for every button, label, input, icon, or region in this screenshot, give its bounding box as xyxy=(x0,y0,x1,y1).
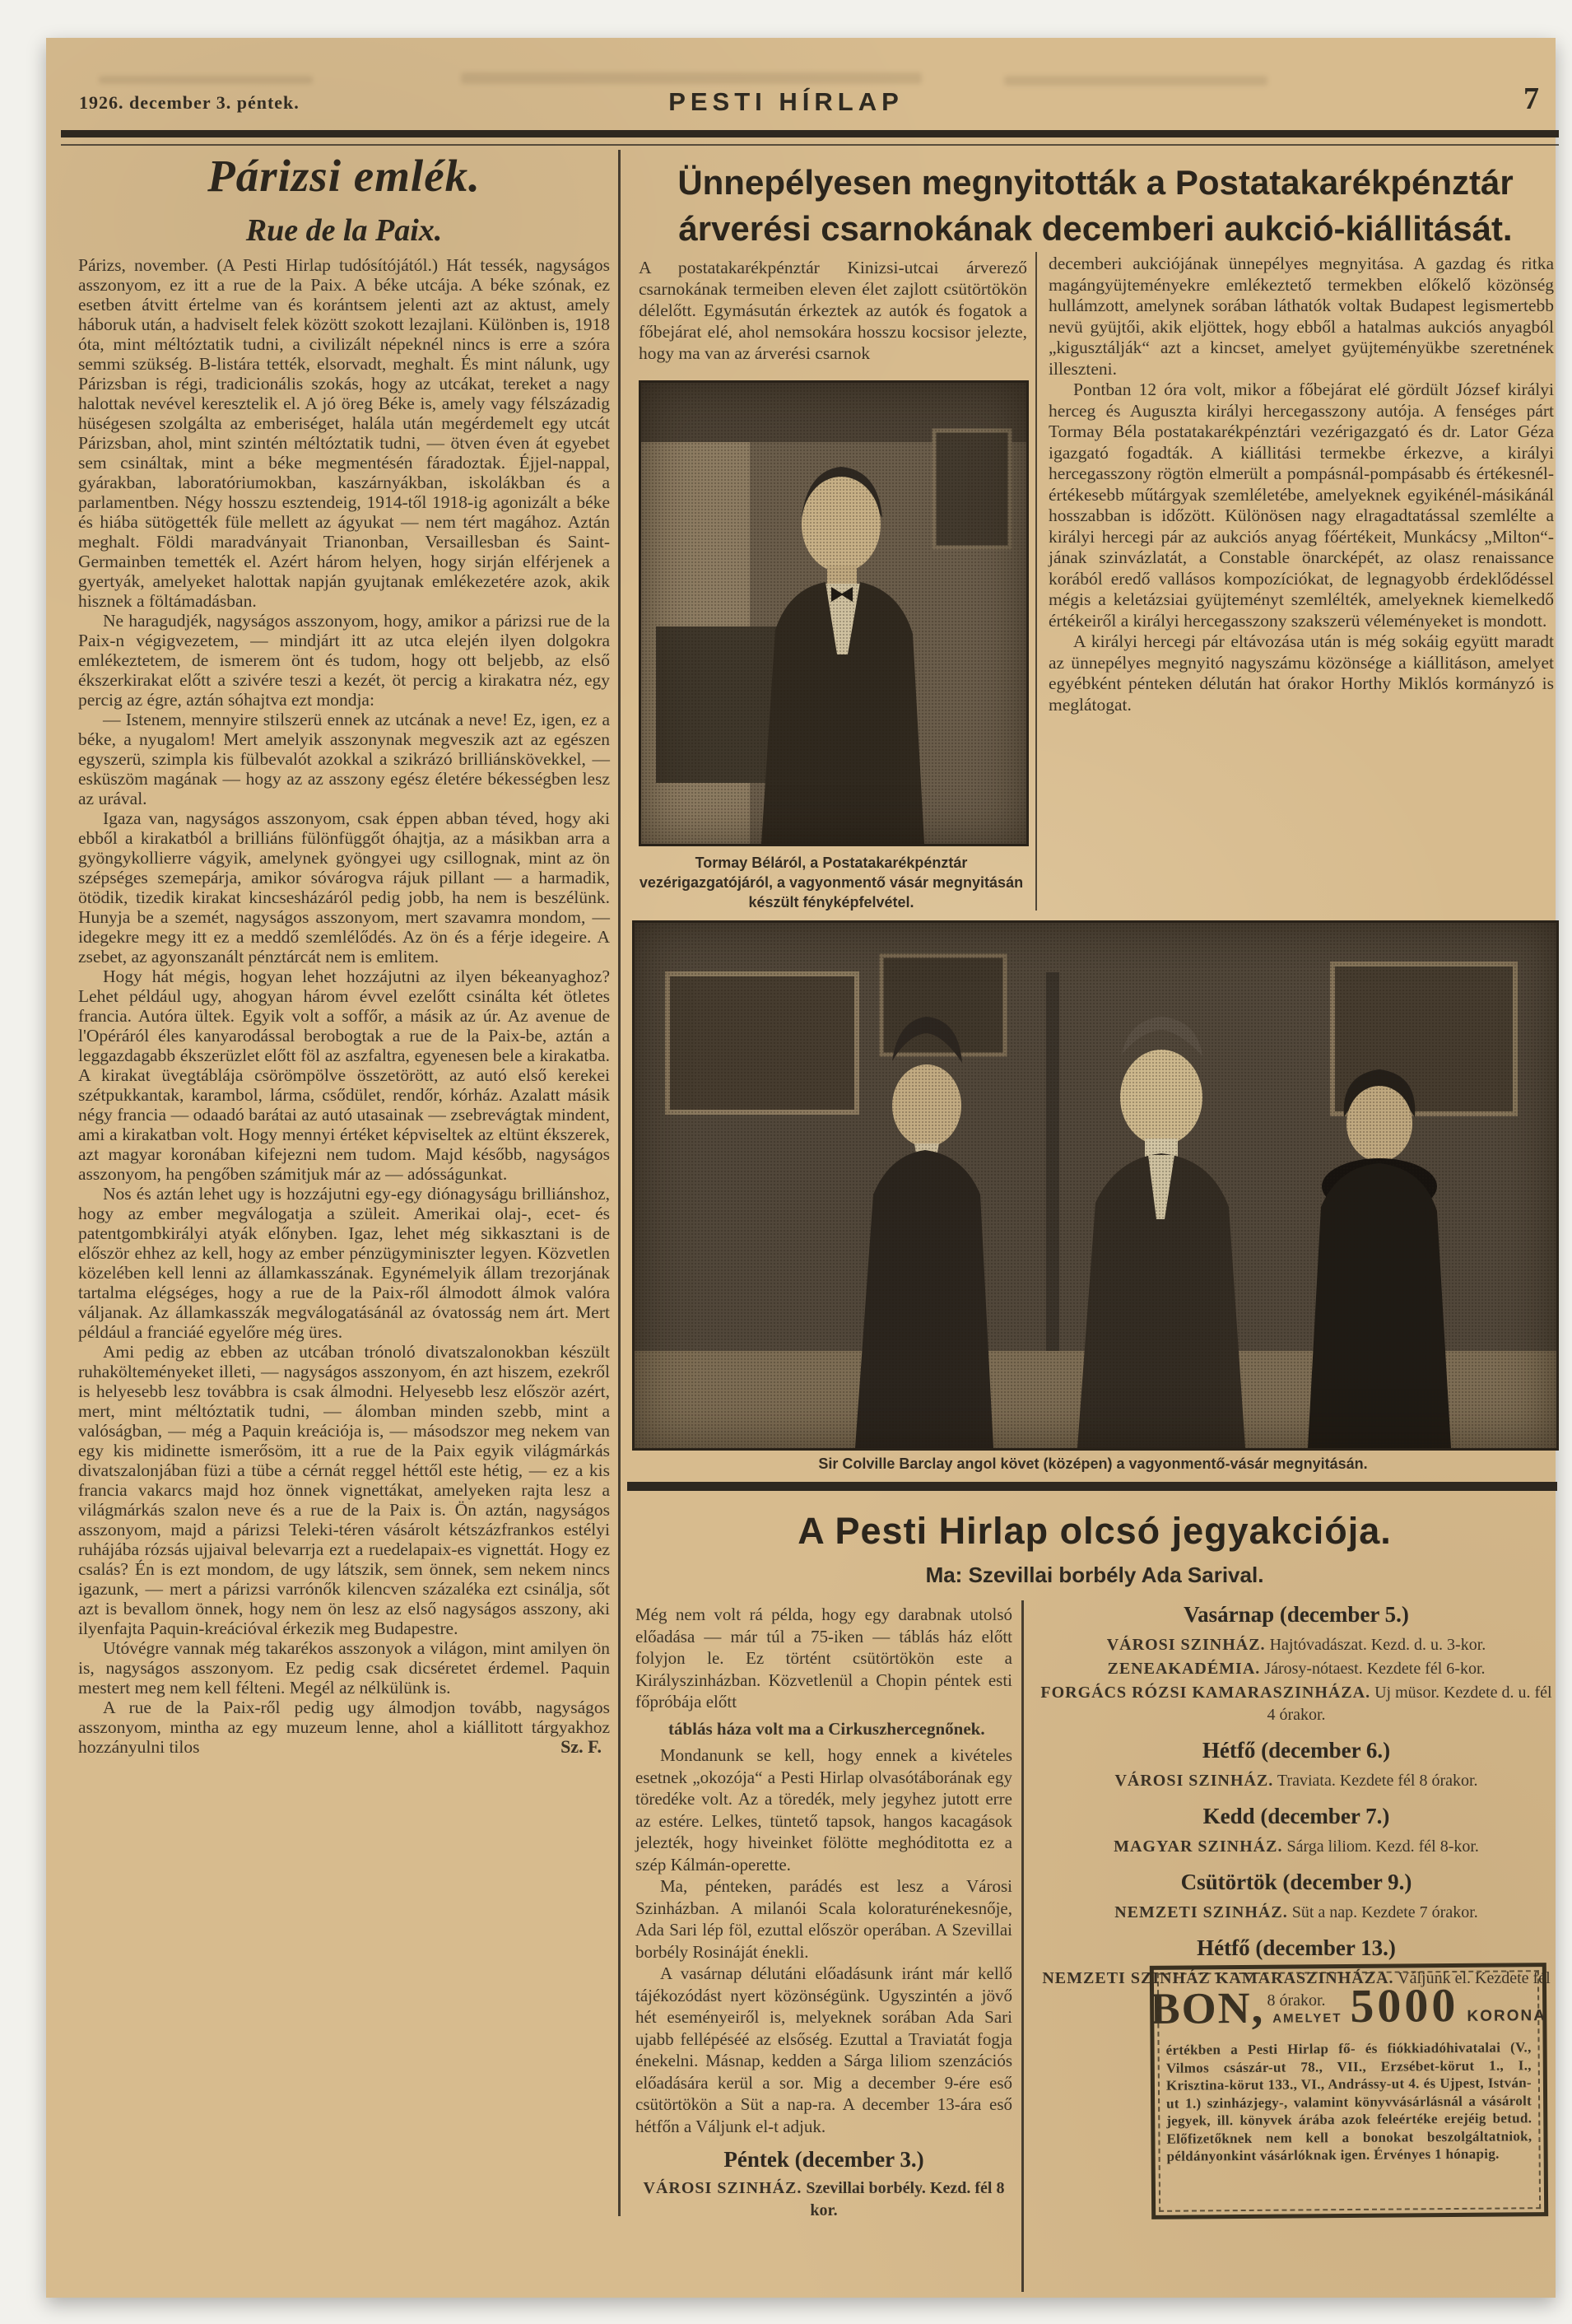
auction-col1: A postatakarékpénztár Kinizsi-utcai árverező csarnokának termeiben eleven élet zajlott csütörtökön délelőtt. Egymásután érkeztek az autók és fogatok a főbejárat elé, ahol nemsokára hosszu kocsisor jelezte, hogy ma van az árverési csarnok xyxy=(639,258,1027,363)
performance-info: Járosy-nótaest. Kezdete fél 6-kor. xyxy=(1264,1660,1486,1678)
promo-subhead: Ma: Szevillai borbély Ada Sarival. xyxy=(925,1563,1264,1587)
author-signature: Sz. F. xyxy=(560,1736,602,1757)
schedule-day xyxy=(1039,1602,1554,1726)
schedule-entry xyxy=(1039,1634,1554,1656)
bon-currency: KORONA xyxy=(1467,2007,1547,2025)
venue-name: ZENEAKADÉMIA. xyxy=(1107,1660,1261,1678)
venue-name: MAGYAR SZINHÁZ. xyxy=(1114,1837,1283,1856)
auction-headline: Ünnepélyesen megnyitották a Postatakarékpénztár árverési csarnokának decemberi aukció-kiállitását. xyxy=(677,163,1514,248)
schedule-day-header: Vasárnap (december 5.) xyxy=(1184,1602,1409,1627)
schedule-entry xyxy=(1039,1658,1554,1680)
bon-coupon-ad xyxy=(1150,1963,1551,2219)
performance-info: Uj müsor. Kezdete d. u. fél 4 órakor. xyxy=(1267,1684,1552,1724)
venue-name: NEMZETI SZINHÁZ. xyxy=(1114,1903,1288,1921)
article-paragraph: A királyi hercegi pár eltávozása után is még sokáig együtt maradt az ünnepélyes megnyitó nagyszámu közönsége a kiállitáson, amelyet egyébként pénteken délután hat órakor Horthy Miklós kormányzó is meglátogat. xyxy=(1049,631,1554,715)
article-paragraph: — Istenem, mennyire stilszerü ennek az utcának a neve! Ez, igen, ez a béke, a nyugalom! Mert amelyik asszonynak megveszik azt az egészen egyszerü, szimpla kis fülbevalót azokkal a szikrázó brilliánskövekkel, — esküszöm magának — hogy az az asszony egész életére békességben lesz az urával. xyxy=(78,710,610,808)
venue-name: VÁROSI SZINHÁZ. xyxy=(1106,1636,1266,1654)
photo-barclay-caption: Sir Colville Barclay angol követ (középen) a vagyonmentő-vásár megnyitásán. xyxy=(818,1455,1368,1472)
schedule-entry xyxy=(1039,1836,1554,1858)
column-divider-promo xyxy=(1021,1600,1024,2292)
schedule-entry xyxy=(1039,1902,1554,1924)
masthead-title: PESTI HÍRLAP xyxy=(668,87,904,116)
schedule-day-header: Csütörtök (december 9.) xyxy=(1180,1870,1412,1894)
schedule-day xyxy=(1039,1804,1554,1858)
print-bleed xyxy=(1004,76,1267,86)
article-paragraph: Nos és aztán lehet ugy is hozzájutni egy-egy diónagyságu brilliánshoz, hogy az ember megválogatja a szüleit. Amerikai olaj-, ecet- és patentgombkirályi atyák előnyben. Igaz, lehet még sikkasztani is de először ehhez az kell, hogy az ember pénzügyminiszter legyen. Közvetlen közelében kell lenni az államkasszának. Egynémelyik állam trezorjának tartalma elégséges, hogy a rue de la Paix-ről álmodott álmok valóra váljanak. Az államkasszák megválogatásánál az óvatosság nem árt. Mert például a franciáé egyelőre még üres. xyxy=(78,1184,610,1342)
article-paragraph: Utóvégre vannak még takarékos asszonyok a világon, mint amilyen ön is, nagyságos asszonyom. Ez pedig csak dicséretet érdemel. Paquin mestert meg nem kell félteni. Megél az nélkülünk is. xyxy=(78,1638,610,1698)
venue-name: VÁROSI SZINHÁZ. xyxy=(1114,1772,1274,1790)
article-paragraph: decemberi aukciójának ünnepélyes megnyitása. A gazdag és ritka magángyüjteményekre emlékeztető termekben előkelő közönség hullámzott, amelynek sorában láthatók voltak Budapest legismertebb nevü gyüjtői, akik eljöttek, hogy ebből a hatalmas aukciós anyagból „kigusztálják“ azt a kincset, amelyet gyüjteményükbe szeretnének illeszteni. xyxy=(1049,254,1554,379)
bon-amelyet-label: AMELYET xyxy=(1272,2011,1342,2026)
article-paragraph: Még nem volt rá példa, hogy egy darabnak utolsó előadása — már túl a 75-iken — táblás ház előtt folyjon le. Ez történt csütörtökön este a Királyszinházban. Közvetlenül a Chopin péntek esti főpróbája előtt xyxy=(635,1604,1012,1712)
print-bleed xyxy=(461,72,922,84)
bon-ad-body: értékben a Pesti Hirlap fő- és fiókkiadóhivatalai (V., Vilmos császár-ut 78., VII., Erzsébet-körut 1., I., Krisztina-körut 133., VI., Andrássy-ut 4. és Ujpest, István-ut 1.) szinházjegy-, valamint könyvvásárlásnál a vásárolt jegyek, ill. könyvek árába azok feleértéke erejéig betud. Előfizetőknek nem kell a bonokat beszolgáltatniok, példányonkint vásárlóknak igen. Érvényes 1 hónapig. xyxy=(1165,2039,1532,2164)
venue-name: FORGÁCS RÓZSI KAMARASZINHÁZA. xyxy=(1040,1684,1371,1702)
column-divider-auction xyxy=(1035,252,1037,911)
schedule-entry xyxy=(1039,1770,1554,1792)
column-divider-main xyxy=(618,150,621,2216)
promo-body xyxy=(635,1604,1012,2224)
photo-tormay xyxy=(639,380,1029,846)
article-paragraph: Párizs, november. (A Pesti Hirlap tudósítójától.) Hát tessék, nagyságos asszonyom, ez itt a rue de la Paix. A béke utcája. A béke szónak, ez esetben átvitt értelme van és korántsem jelenti azt az aktust, amely háboruk után, a hadviselt felek között szokott lezajlani. Különben is, 1918 óta, mint méltóztatik tudni, a civilizált népeknél nincs is erre a szóra semmi szükség. B-listára tették, elsorvadt, meghalt. És mint nálunk, ugy Párizsban is régi, tradicionális szokás, hogy az utcákat, tereket a nagy halottak nevével keresztelik el. A jó öreg Béke is, amely vagy félszázadig hüségesen szolgálta az emberiséget, halála után megérdemelt egy utcát Párizsban, ahol, mint szintén méltóztatik tudni, — ötven éven át egyebet sem csináltak, mint a béke megmentésén fáradoztak. Éjjel-nappal, gyárakban, laboratóriumokban, kaszárnyákban, iskolákban és a parlamentben. Négy hosszu esztendeig, 1914-től 1918-ig agonizált a béke és hiába sütögették füle mellett az ágyukat — nem tért magához. Aztán meghalt. Földi maradványait Trianonban, Versaillesban és Saint-Germainben temették el. Azért három helyen, hogy sirján elférjenek a gyertyák, amelyeket halottak napján gyujtanak emlékezetére azok, akik hisznek a föltámadásban. xyxy=(78,255,610,611)
feuilleton-body xyxy=(78,255,610,1757)
performance-info: Hajtóvadászat. Kezd. d. u. 3-kor. xyxy=(1269,1636,1486,1654)
feuilleton-subtitle: Rue de la Paix. xyxy=(245,213,443,248)
bon-amount: 5000 xyxy=(1350,1977,1459,2033)
article-paragraph: Igaza van, nagyságos asszonyom, csak éppen abban téved, hogy aki ebből a kirakatból a brilliáns fülönfüggőt óhajtja, az a másikban arra a gyöngykollierre vágyik, amelynek gyöngyei ugy csillognak, mint az ön szépséges szemepárja, amikor sóvárogva rájuk pillant — a harmadik, ötödik, tizedik kirakat kincsesházáról pedig jobb, ha nem is beszélünk. Hunyja be a szemét, nagyságos asszonyom, mert szavamra mondom, — idegekre megy itt ez a meddő szemlélődés. Az ön és a férje idegeire. A zsebet, az agyonszanált pénztárcát nem is emlitem. xyxy=(78,808,610,966)
photo-tormay-illustration xyxy=(641,383,1026,844)
article-paragraph: Pontban 12 óra volt, mikor a főbejárat elé gördült József királyi herceg és Auguszta királyi hercegasszony autója. A fenséges párt Tormay Béla postatakarékpénztári vezérigazgató és dr. Lator Géza igazgató fogadták. A kiállitási termekbe érkezve, a királyi hercegasszony rögtön elmerült a pompásnál-pompásabb és értékesnél-értékesebb műtárgyak szemléletébe, amelyeknek egyikénél-másikánál hosszabban is időzött. Különösen nagy elragadtatással szemlélte a királyi hercegi pár az aukciós anyag főértékeit, Munkácsy „Milton“-jának szinvázlatát, a Constable önarcképét, az olasz renaissance korából eredő vallásos kompozíciókat, de legnagyobb érdeklődéssel mégis a keletázsiai gyüjteményt szemlélték, amelyeknek kiemelkedő értékeiről a királyi hercegasszony szakszerü véleményeket is mondott. xyxy=(1049,380,1554,631)
schedule-day-header: Hétfő (december 13.) xyxy=(1197,1935,1396,1960)
bon-word: BON, xyxy=(1150,1982,1265,2033)
article-paragraph: Ma, pénteken, parádés est lesz a Városi Szinházban. A milanói Scala koloraturénekesnője, Ada Sari lép föl, ezuttal először operában. A Szevillai borbély Rosináját énekli. xyxy=(635,1876,1012,1962)
performance-info: Váljunk el. Kezdete fél 8 órakor. xyxy=(1267,1969,1551,2010)
performance-info: Szevillai borbély. Kezd. fél 8 kor. xyxy=(806,2178,1005,2219)
schedule-day xyxy=(1039,1738,1554,1792)
schedule-column xyxy=(1039,1602,1554,2014)
schedule-day-header: Kedd (december 7.) xyxy=(1202,1804,1390,1828)
article-paragraph: Mondanunk se kell, hogy ennek a kivételes esetnek „okozója“ a Pesti Hirlap olvasótáborának egy töredéke volt. Az a töredék, mely jegyhez jutott erre az estére. Lelkes, tüntető tapsok, hangos kacagások jelezték, hogy hiveinket fölötte meghóditotta ez a szép Kálmán-operette. xyxy=(635,1745,1012,1875)
performance-info: Süt a nap. Kezdete 7 órakor. xyxy=(1291,1903,1478,1921)
promo-headline: A Pesti Hirlap olcsó jegyakciója. xyxy=(798,1510,1392,1552)
article-paragraph: Hogy hát mégis, hogyan lehet hozzájutni az ilyen békeanyaghoz? Lehet például ugy, ahogyan három évvel ezelőtt csinálta két ötletes francia. Autóra ültek. Egyik volt a soffőr, a másik az úr. Az avenue de l'Opéráról éles kanyarodással berobogtak a rue de la Paix-be, aztán a leggazdagabb ékszerüzlet előtt föl az aszfaltra, egyenesen bele a kirakatba. A kirakat üvegtáblája csörömpölve összetörött, az autó első kerekei szétpukkantak, karambol, lárma, csődület, rendőr, kórház. Azalatt másik négy francia — odaadó barátai az autó utasainak — zsebrevágtak mindent, ami a kirakatban volt. Hogy mennyi értéket képviseltek az eltünt ékszerek, azt magyar koronában kifejezni nem tudom. Majd később, nagyságos asszonyom, ha pengőben számitjuk már az — adósságunkat. xyxy=(78,966,610,1184)
performance-info: Sárga liliom. Kezd. fél 8-kor. xyxy=(1286,1837,1479,1856)
schedule-entry xyxy=(635,2177,1012,2222)
performance-info: Traviata. Kezdete fél 8 órakor. xyxy=(1277,1772,1478,1790)
schedule-day xyxy=(1039,1870,1554,1924)
photo-tormay-caption: Tormay Béláról, a Postatakarékpénztár vezérigazgatójáról, a vagyonmentő vásár megnyitásán készült fényképfelvétel. xyxy=(639,855,1024,911)
article-paragraph: Ne haragudjék, nagyságos asszonyom, hogy, amikor a párizsi rue de la Paix-n végigvezetem, — mindjárt itt az utca elején ilyen dolgokra emlékeztetem, de ismerem önt és tudom, hogy ott beljebb, az első ékszerkirakat előtt a szivére teszi a kezét, öt percig a kirakatra néz, egy percig az égre, aztán sóhajtva ezt mondja: xyxy=(78,611,610,710)
article-paragraph: A rue de la Paix-ről pedig ugy álmodjon tovább, nagyságos asszonyom, mintha az egy muzeum lenne, ahol a kiállitott tárgyakhoz hozzányulni tilos xyxy=(78,1698,610,1757)
schedule-day-header: Péntek (december 3.) xyxy=(723,2147,924,2172)
schedule-day-header: Hétfő (december 6.) xyxy=(1202,1738,1391,1763)
photo-vignette xyxy=(641,383,1026,844)
promo-bold-line: táblás háza volt ma a Cirkuszhercegnőnek. xyxy=(668,1718,985,1739)
venue-name: NEMZETI SZINHÁZ KAMARASZINHÁZA. xyxy=(1042,1969,1394,1987)
photo-vignette xyxy=(635,923,1556,1448)
photo-barclay-illustration xyxy=(635,923,1556,1448)
feuilleton-title: Párizsi emlék. xyxy=(207,151,481,201)
schedule-entry xyxy=(1039,1682,1554,1726)
venue-name: VÁROSI SZINHÁZ. xyxy=(643,2178,802,2197)
page-number: 7 xyxy=(1523,82,1539,116)
header-rule-thin xyxy=(61,144,1559,146)
photo-barclay xyxy=(632,920,1559,1451)
article-paragraph: A vasárnap délutáni előadásunk iránt már kellő tájékozódást nyert közönségünk. Ugyszintén a jövő hét eseményeiről is, melyeknek sorában Ada Sari ujabb fellépéséé az elsőség. Ezuttal a Traviatát fogja énekelni. Másnap, kedden a Sárga liliom szenzációs előadására kerül a sor. Mig a december 9-ére eső csütörtökön a Süt a nap-ra. A december 13-ára eső hétfőn a Váljunk el-t adjuk. xyxy=(635,1963,1012,2136)
page-date: 1926. december 3. péntek. xyxy=(79,92,300,113)
bon-ad-header xyxy=(1150,1977,1547,2034)
header-rule-thick xyxy=(61,130,1559,137)
auction-col2 xyxy=(1049,254,1554,715)
print-bleed xyxy=(99,76,313,84)
article-paragraph: Ami pedig az ebben az utcában trónoló divatszalonokban készült ruhakölteményeket illeti, — nagyságos asszonyom, én azt hiszem, ezekről is helyesebb lesz továbbra is csak álmodni. Helyesebb lesz először azért, mert, mint méltóztatik tudni, — álomban minden szebb, mint a valóságban, — még a Paquin kreációja is, — másodszor meg nekem van egy kis midinette ismerősöm, itt a rue de la Paix egyik világmárkás divatszalonjában füzi a tübe a cérnát reggel héttől este hétig, — ez a kis francia vakarcs majd hoz önnek vignettákat, amelyeken rajta lesz a világmárkás szalon neve és a rue de la Paix is. Ön aztán, nagyságos asszonyom, majd a párizsi Teleki-téren vásárolt kétszázfrankos estélyi ruhájába rózsás ujjaival belevarrja ezt a ruedelapaix-es vignettát. Hogy ez csalás? Én is ezt mondom, de ugy látszik, sem önnek, sem nekem nincs igazunk, — mert a párizsi varrónők kilencven százaléka ezt csinálja, sőt azt is bevallom önnek, hogy nem ön lesz az első nagyságos asszony, aki ilyenfajta Paquin-kreációval érkezik meg Budapestre. xyxy=(78,1342,610,1638)
section-rule xyxy=(627,1482,1557,1491)
